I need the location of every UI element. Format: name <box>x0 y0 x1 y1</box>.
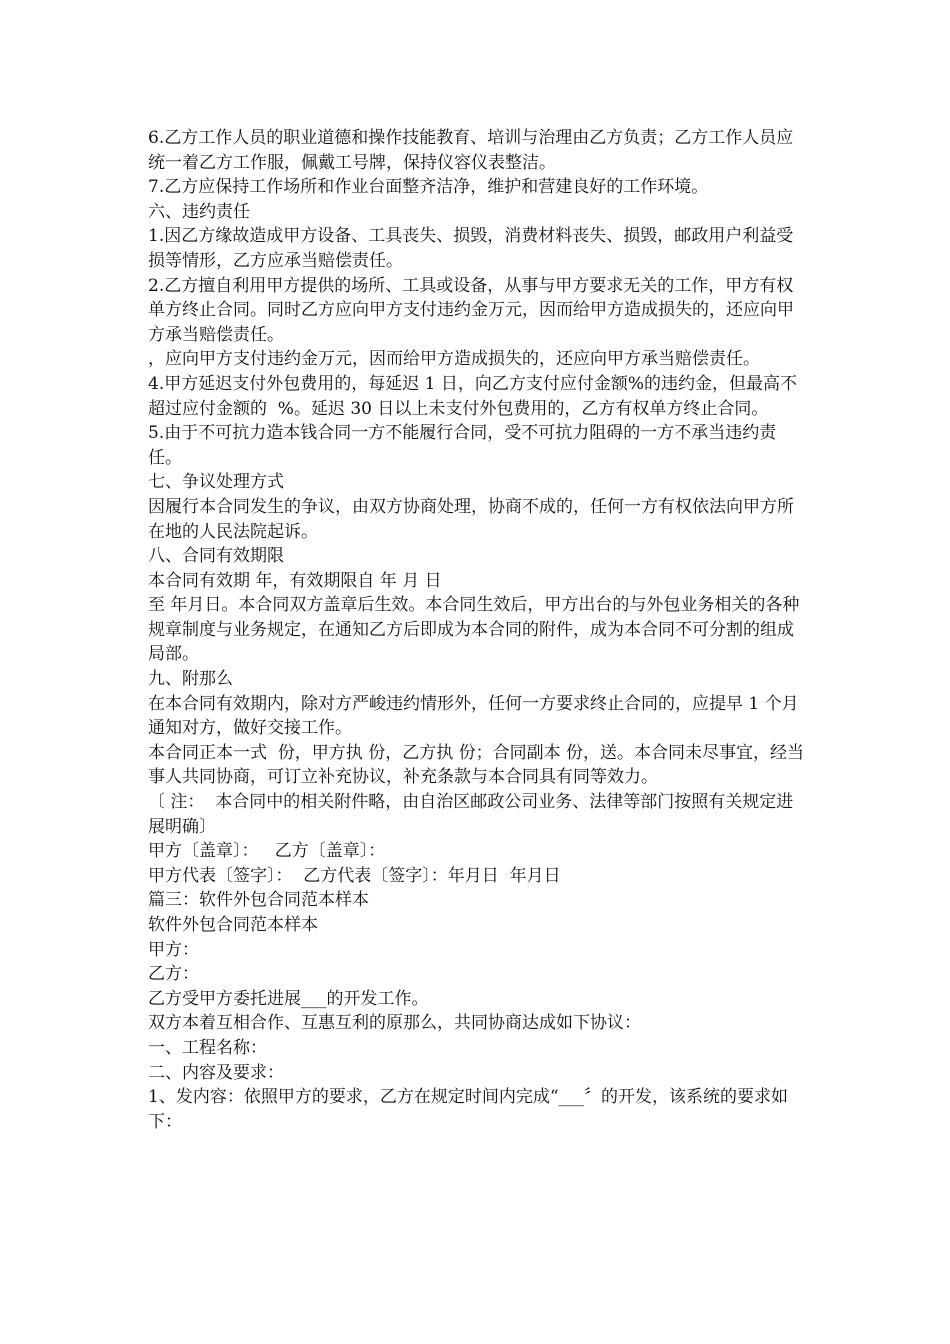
term-clause-start: 本合同有效期 年，有效期限自 年 月 日 <box>148 570 442 591</box>
breach-clause-5: 5.由于不可抗力造本钱合同一方不能履行合同，受不可抗力阻碍的一方不承当违约责任。 <box>148 423 777 468</box>
project-name-heading: 一、工程名称： <box>148 1037 267 1058</box>
dispute-clause: 因履行本合同发生的争议，由双方协商处理，协商不成的，任何一方有权依法向甲方所在地的人民法院起诉。 <box>148 496 794 542</box>
termination-clause: 在本合同有效期内，除对方严峻违约情形外，任何一方要求终止合同的，应提早 1 个月通知对方，做好交接工作。 <box>148 693 799 739</box>
development-content: 1、发内容：依照甲方的要求，乙方在规定时间内完成“___〞的开发，该系统的要求如下： <box>148 1087 789 1132</box>
paragraph-7-workplace-clean: 7.乙方应保持工作场所和作业台面整齐洁净，维护和营建良好的工作环境。 <box>148 177 709 198</box>
paragraph-6-staff-training: 6.乙方工作人员的职业道德和操作技能教育、培训与治理由乙方负责；乙方工作人员应统一着乙方工作服，佩戴工号牌，保持仪容仪表整洁。 <box>148 128 794 173</box>
section-heading-dispute: 七、争议处理方式 <box>148 472 284 493</box>
chapter-three-title: 篇三：软件外包合同范本样本 <box>148 890 369 911</box>
party-a-line: 甲方： <box>148 939 199 960</box>
copies-clause: 本合同正本一式 份，甲方执 份，乙方执 份；合同副本 份，送。本合同未尽事宜，经当事人共同协商，可订立补充协议，补充条款与本合同具有同等效力。 <box>148 742 805 788</box>
term-clause-end: 至 年月日。本合同双方盖章后生效。本合同生效后，甲方出台的与外包业务相关的各种规章制度与业务规定，在通知乙方后即成为本合同的附件，成为本合同不可分割的组成局部。 <box>148 595 800 665</box>
signature-line: 甲方代表〔签字〕： 乙方代表〔签字〕：年月日 年月日 <box>148 865 561 886</box>
breach-clause-4: 4.甲方延迟支付外包费用的，每延迟 1 日，向乙方支付应付金额%的违约金，但最高不超过应付金额的 %。延迟 30 日以上未支付外包费用的，乙方有权单方终止合同。 <box>148 373 797 419</box>
party-b-line: 乙方： <box>148 964 199 985</box>
breach-clause-3-fragment: ，应向甲方支付违约金万元，因而给甲方造成损失的，还应向甲方承当赔偿责任。 <box>148 349 760 370</box>
seal-line: 甲方〔盖章〕： 乙方〔盖章〕： <box>148 841 386 862</box>
document-body <box>148 126 808 1134</box>
breach-clause-2: 2.乙方擅自利用甲方提供的场所、工具或设备，从事与甲方要求无关的工作，甲方有权单方终止合同。同时乙方应向甲方支付违约金万元，因而给甲方造成损失的，还应向甲方承当赔偿责任。 <box>148 275 794 345</box>
contract-title: 软件外包合同范本样本 <box>148 915 318 935</box>
section-heading-breach: 六、违约责任 <box>148 201 250 222</box>
agreement-intro: 双方本着互相合作、互惠互利的原那么，共同协商达成如下协议： <box>148 1013 641 1034</box>
breach-clause-1: 1.因乙方缘故造成甲方设备、工具丧失、损毁，消费材料丧失、损毁，邮政用户利益受损等情形，乙方应承当赔偿责任。 <box>148 226 794 271</box>
content-requirements-heading: 二、内容及要求： <box>148 1062 284 1083</box>
section-heading-term: 八、合同有效期限 <box>148 546 284 567</box>
annex-note: 〔 注： 本合同中的相关附件略，由自治区邮政公司业务、法律等部门按照有关规定进展明确〕 <box>148 792 794 837</box>
commission-line: 乙方受甲方委托进展___的开发工作。 <box>148 988 429 1009</box>
section-heading-supplementary: 九、附那么 <box>148 669 233 690</box>
